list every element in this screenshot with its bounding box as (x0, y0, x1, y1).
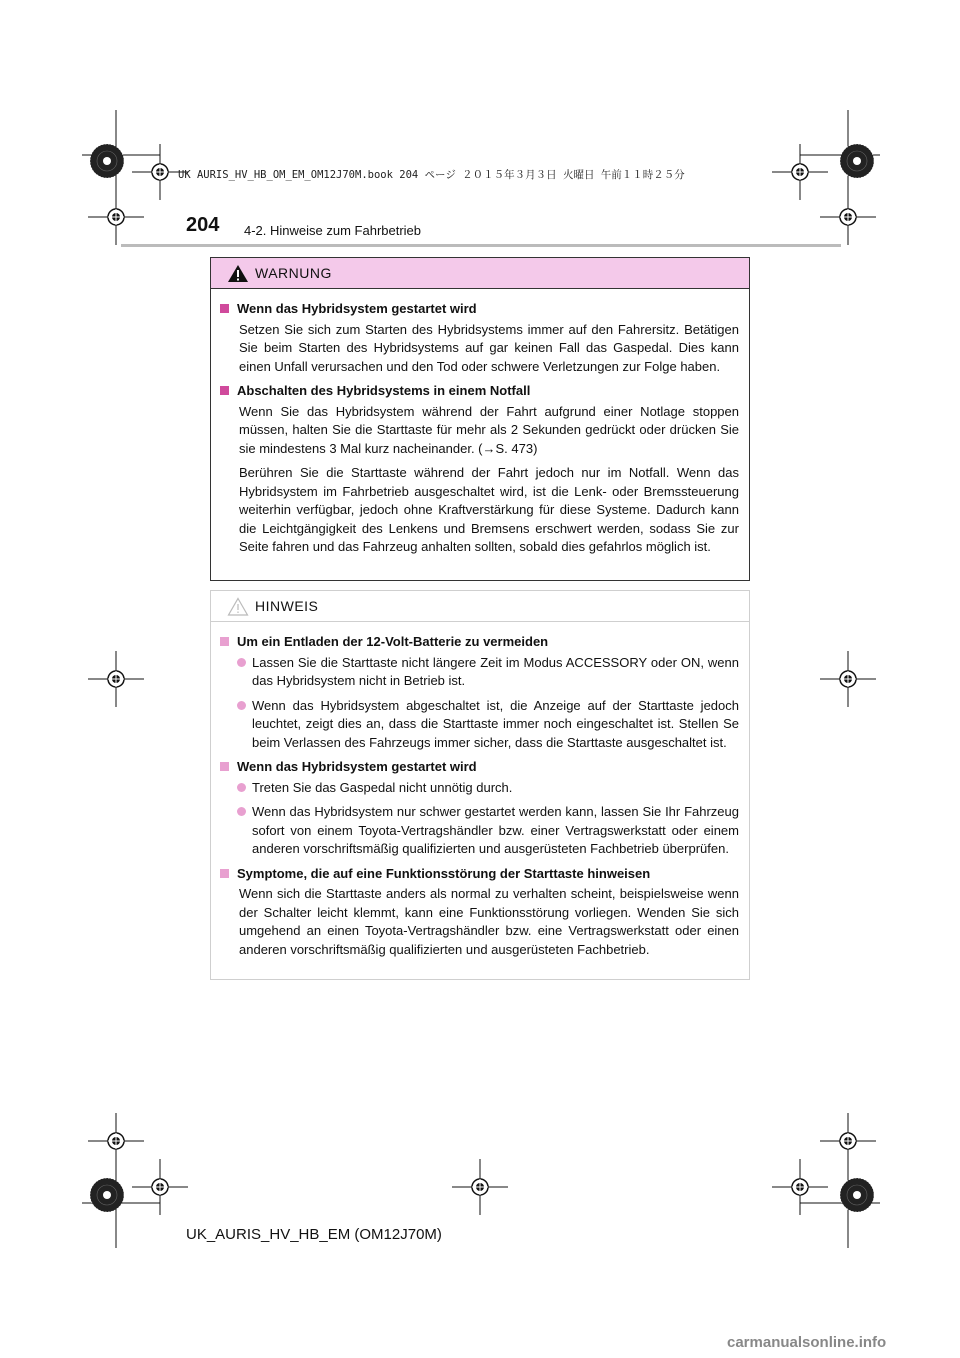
warning-paragraph: Wenn Sie das Hybridsystem während der Fahrt aufgrund einer Notlage stoppen müssen, halten Sie die Starttaste für mehr als 2 Sekunden gedrückt oder drücken Sie sie mindestens 3 Mal kurz nacheinander. (→S. 473) (239, 403, 739, 456)
round-bullet-icon (237, 701, 246, 710)
round-bullet-icon (237, 783, 246, 792)
square-bullet-icon (220, 637, 229, 646)
hint-header (211, 591, 749, 622)
page-number: 204 (186, 214, 220, 236)
warning-heading-2: Abschalten des Hybridsystems in einem Notfall (220, 382, 739, 401)
hint-heading-3: Symptome, die auf eine Funktionsstörung der Starttaste hinweisen (220, 865, 739, 884)
hint-bullet: Wenn das Hybridsystem nur schwer gestartet werden kann, lassen Sie Ihr Fahrzeug sofort von einem Toyota-Vertragshändler bzw. einer Vertragswerkstatt oder einem anderen vorschriftsmäßig qualifizierten und ausgerüsteten Fachbetrieb überprüfen. (220, 803, 739, 859)
warning-paragraph: Berühren Sie die Starttaste während der Fahrt jedoch nur im Notfall. Wenn das Hybridsystem im Fahrbetrieb ausgeschaltet wird, ist die Lenk- oder Bremssteuerung weiterhin verfügbar, jedoch ohne Kraftverstärkung für diese Systeme. Dadurch kann die Leichtgängigkeit des Lenkens und Bremsens erschwert werden, sodass Sie zur Seite fahren und das Fahrzeug anhalten sollten, sobald dies gefahrlos möglich ist. (239, 465, 739, 554)
book-file-line: UK AURIS_HV_HB_OM_EM_OM12J70M.book 204 ページ ２０１５年３月３日 火曜日 午前１１時２５分 (178, 169, 685, 181)
hint-heading-2: Wenn das Hybridsystem gestartet wird (220, 758, 739, 777)
footer-code: UK_AURIS_HV_HB_EM (OM12J70M) (186, 1226, 442, 1243)
hint-bullet: Treten Sie das Gaspedal nicht unnötig durch. (220, 779, 739, 798)
square-bullet-icon (220, 762, 229, 771)
section-title: 4-2. Hinweise zum Fahrbetrieb (244, 223, 422, 238)
hint-bullet: Wenn das Hybridsystem abgeschaltet ist, die Anzeige auf der Starttaste jedoch leuchtet, zeigt dies an, dass die Starttaste immer noch eingeschaltet ist. Stellen Se beim Verlassen des Fahrzeugs immer sicher, dass die Starttaste ausgeschaltet ist. (220, 697, 739, 753)
warning-box (210, 257, 750, 581)
header-rule (121, 244, 841, 247)
hint-box (210, 590, 750, 980)
warning-header (211, 258, 749, 289)
square-bullet-icon (220, 869, 229, 878)
warning-paragraph: Setzen Sie sich zum Starten des Hybridsystems immer auf den Fahrersitz. Betätigen Sie beim Starten des Hybridsystems auf gar keinen Fall das Gaspedal. Dies kann einen Unfall verursachen und den Tod oder schwere Verletzungen zur Folge haben. (239, 321, 739, 374)
round-bullet-icon (237, 658, 246, 667)
hint-bullet: Lassen Sie die Starttaste nicht längere Zeit im Modus ACCESSORY oder ON, wenn das Hybridsystem nicht in Betrieb ist. (220, 654, 739, 691)
round-bullet-icon (237, 807, 246, 816)
watermark: carmanualsonline.info (727, 1334, 887, 1351)
hint-paragraph: Wenn sich die Starttaste anders als normal zu verhalten scheint, beispielsweise wenn der Schalter leicht klemmt, kann eine Funktionsstörung vorliegen. Wenden Sie sich umgehend an einen Toyota-Vertragshändler bzw. eine Vertragswerkstatt oder einen anderen vorschriftsmäßig qualifizierten und ausgerüsteten Fachbetrieb. (239, 886, 739, 957)
warning-triangle-icon (227, 264, 249, 283)
caution-triangle-icon (227, 597, 249, 616)
hint-title: HINWEIS (255, 598, 319, 614)
hint-heading-1: Um ein Entladen der 12-Volt-Batterie zu vermeiden (220, 633, 739, 652)
square-bullet-icon (220, 304, 229, 313)
square-bullet-icon (220, 386, 229, 395)
warning-content (211, 300, 749, 563)
warning-title: WARNUNG (255, 265, 332, 281)
hint-content (211, 633, 749, 965)
warning-heading-1: Wenn das Hybridsystem gestartet wird (220, 300, 739, 319)
